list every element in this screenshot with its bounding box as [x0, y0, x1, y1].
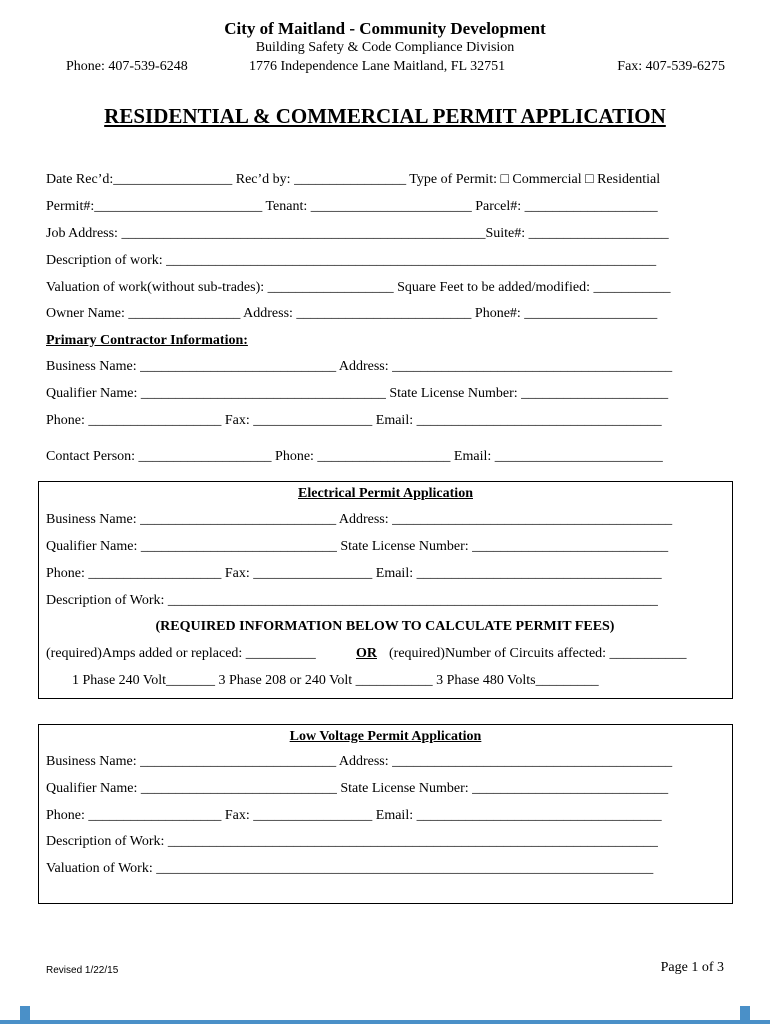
circuits-field[interactable]: (required)Number of Circuits affected: ___________	[389, 646, 687, 661]
lv-description-row[interactable]: Description of Work: ______________________________________________________________________	[46, 834, 658, 849]
electrical-description-row[interactable]: Description of Work: ______________________________________________________________________	[46, 593, 658, 608]
description-of-work-row[interactable]: Description of work: ______________________________________________________________________	[46, 253, 657, 268]
phase-voltage-row[interactable]: 1 Phase 240 Volt_______ 3 Phase 208 or 240 Volt ___________ 3 Phase 480 Volts_________	[72, 673, 599, 688]
electrical-qualifier-row[interactable]: Qualifier Name: ____________________________ State License Number: ____________________________	[46, 539, 669, 554]
fees-note: (REQUIRED INFORMATION BELOW TO CALCULATE PERMIT FEES)	[155, 619, 615, 634]
valuation-row[interactable]: Valuation of work(without sub-trades): __________________ Square Feet to be added/modified: ___________	[46, 280, 671, 295]
low-voltage-title: Low Voltage Permit Application	[289, 729, 482, 744]
revised-date: Revised 1/22/15	[46, 965, 119, 976]
owner-row[interactable]: Owner Name: ________________ Address: _________________________ Phone#: ___________________	[46, 306, 658, 321]
lv-qualifier-row[interactable]: Qualifier Name: ____________________________ State License Number: ____________________________	[46, 781, 669, 796]
electrical-title: Electrical Permit Application	[298, 486, 473, 501]
permit-tenant-parcel-row[interactable]: Permit#:________________________ Tenant: _______________________ Parcel#: ___________________	[46, 199, 658, 214]
header-phone: Phone: 407-539-6248	[66, 59, 188, 74]
date-received-row[interactable]: Date Rec’d:_________________ Rec’d by: ________________ Type of Permit: □ Commercial □ Residential	[46, 172, 661, 187]
header-address: 1776 Independence Lane Maitland, FL 32751	[249, 59, 506, 74]
division-name: Building Safety & Code Compliance Division	[255, 40, 515, 55]
contractor-phone-row[interactable]: Phone: ___________________ Fax: _________________ Email: ___________________________________	[46, 413, 662, 428]
electrical-phone-row[interactable]: Phone: ___________________ Fax: _________________ Email: ___________________________________	[46, 566, 662, 581]
bottom-bar-tab-left	[20, 1006, 30, 1024]
lv-business-row[interactable]: Business Name: ____________________________ Address: ________________________________________	[46, 754, 673, 769]
header-fax: Fax: 407-539-6275	[617, 59, 725, 74]
electrical-business-row[interactable]: Business Name: ____________________________ Address: ________________________________________	[46, 512, 673, 527]
page-bottom-bar	[0, 1020, 770, 1024]
or-label: OR	[356, 646, 377, 661]
page-title: RESIDENTIAL & COMMERCIAL PERMIT APPLICATION	[104, 104, 666, 128]
job-address-row[interactable]: Job Address: ____________________________________________________Suite#: ____________________	[46, 226, 669, 241]
contact-person-row[interactable]: Contact Person: ___________________ Phone: ___________________ Email: ________________________	[46, 449, 663, 464]
page-number: Page 1 of 3	[660, 960, 724, 975]
org-name: City of Maitland - Community Development	[224, 19, 546, 38]
contractor-qualifier-row[interactable]: Qualifier Name: ___________________________________ State License Number: _____________________	[46, 386, 669, 401]
lv-valuation-row[interactable]: Valuation of Work: _______________________________________________________________________	[46, 861, 654, 876]
amps-field[interactable]: (required)Amps added or replaced: __________	[46, 646, 316, 661]
contractor-heading: Primary Contractor Information:	[46, 333, 248, 348]
bottom-bar-tab-right	[740, 1006, 750, 1024]
contractor-business-row[interactable]: Business Name: ____________________________ Address: ________________________________________	[46, 359, 673, 374]
lv-phone-row[interactable]: Phone: ___________________ Fax: _________________ Email: ___________________________________	[46, 808, 662, 823]
